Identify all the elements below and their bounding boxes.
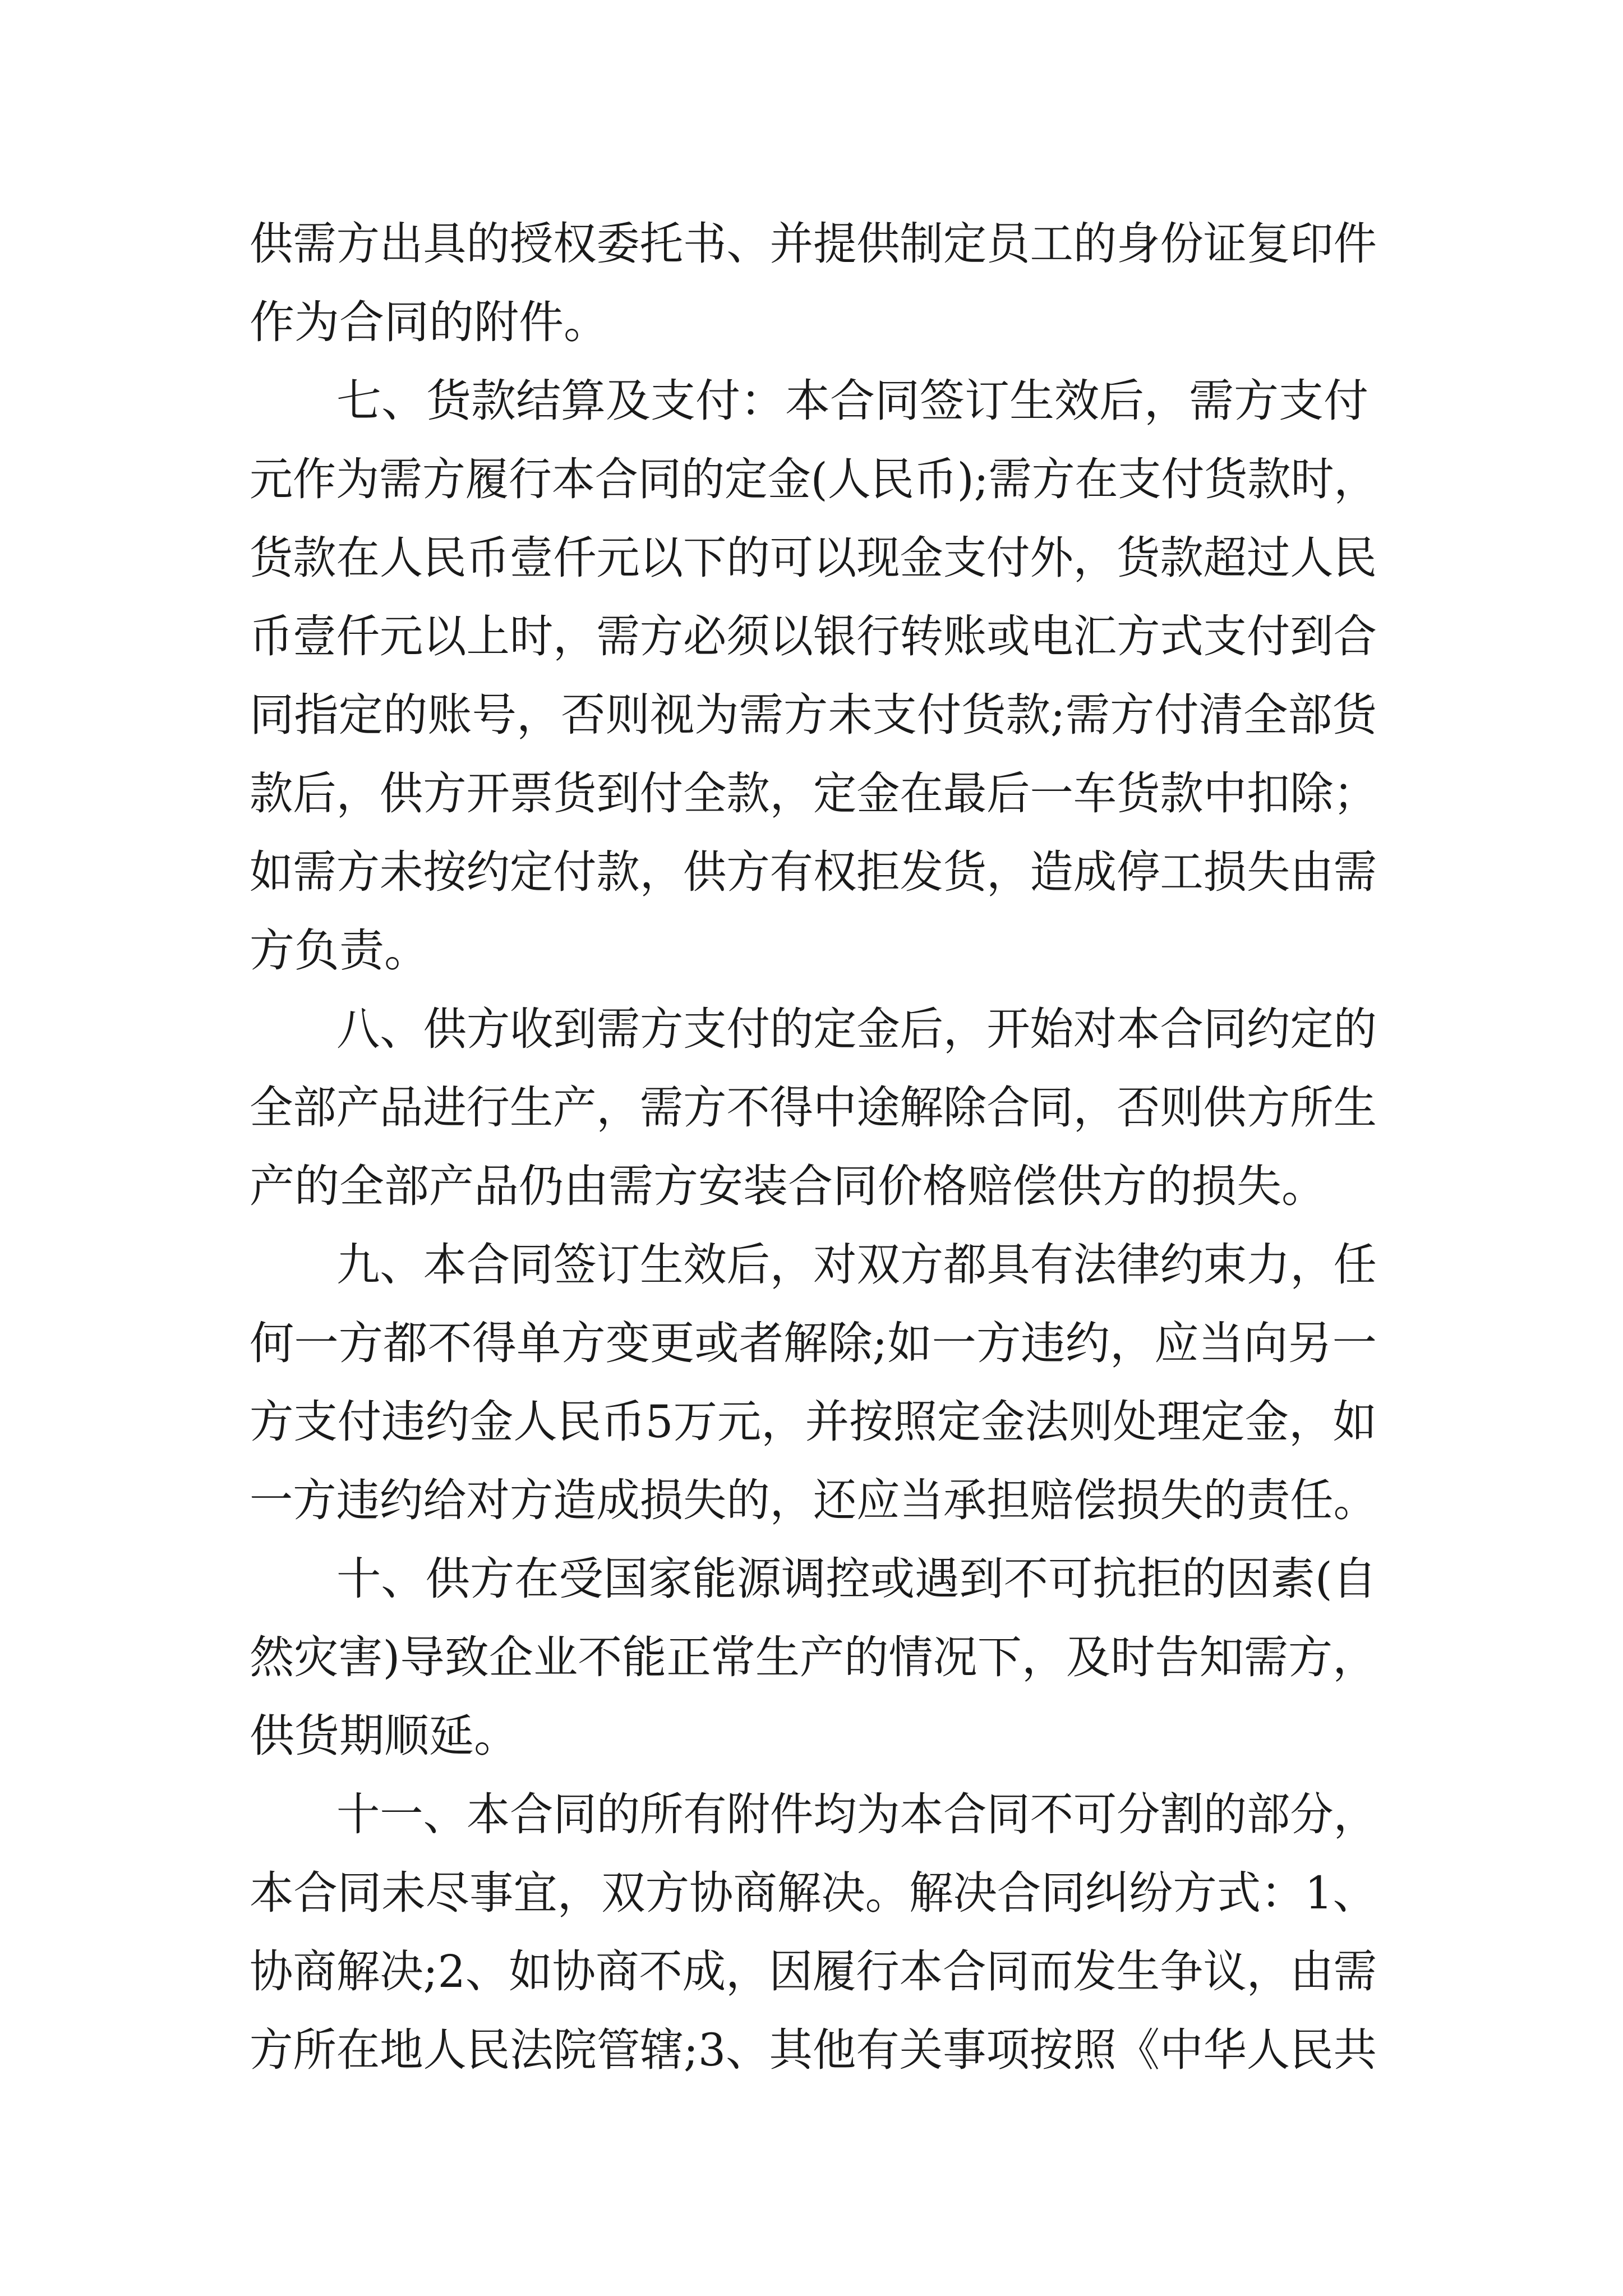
text-line: 协商解决;2、如协商不成，因履行本合同而发生争议，由需 — [250, 1945, 1377, 1998]
text-line: 元作为需方履行本合同的定金(人民币);需方在支付货款时， — [250, 453, 1377, 505]
text-line: 然灾害)导致企业不能正常生产的情况下，及时告知需方， — [250, 1631, 1377, 1683]
text-line: 同指定的账号，否则视为需方未支付货款;需方付清全部货 — [250, 689, 1377, 741]
text-line: 币壹仟元以上时，需方必须以银行转账或电汇方式支付到合 — [250, 610, 1377, 662]
text-line: 如需方未按约定付款，供方有权拒发货，造成停工损失由需 — [250, 846, 1377, 898]
clause-8-heading-line: 八、供方收到需方支付的定金后，开始对本合同约定的 — [336, 1003, 1377, 1055]
text-line: 货款在人民币壹仟元以下的可以现金支付外，货款超过人民 — [250, 532, 1377, 584]
clause-7-heading-line: 七、货款结算及支付：本合同签订生效后，需方支付 — [336, 375, 1368, 427]
text-line: 供需方出具的授权委托书、并提供制定员工的身份证复印件 — [250, 218, 1377, 270]
clause-11-heading-line: 十一、本合同的所有附件均为本合同不可分割的部分， — [336, 1788, 1377, 1841]
text-line: 何一方都不得单方变更或者解除;如一方违约，应当向另一 — [250, 1317, 1377, 1369]
text-line: 一方违约给对方造成损失的，还应当承担赔偿损失的责任。 — [250, 1474, 1377, 1526]
text-line: 全部产品进行生产，需方不得中途解除合同，否则供方所生 — [250, 1082, 1377, 1134]
text-line: 产的全部产品仍由需方安装合同价格赔偿供方的损失。 — [250, 1160, 1326, 1212]
text-line: 方负责。 — [250, 924, 429, 977]
text-line: 款后，供方开票货到付全款，定金在最后一车货款中扣除； — [250, 767, 1377, 820]
text-line: 方所在地人民法院管辖;3、其他有关事项按照《中华人民共 — [250, 2024, 1377, 2076]
clause-10-heading-line: 十、供方在受国家能源调控或遇到不可抗拒的因素(自 — [336, 1553, 1377, 1605]
text-line: 供货期顺延。 — [250, 1710, 519, 1762]
text-line: 作为合同的附件。 — [250, 296, 608, 348]
text-line: 方支付违约金人民币5万元，并按照定金法则处理定金，如 — [250, 1396, 1377, 1448]
text-line: 本合同未尽事宜，双方协商解决。解决合同纠纷方式：1、 — [250, 1867, 1377, 1919]
clause-9-heading-line: 九、本合同签订生效后，对双方都具有法律约束力，任 — [336, 1239, 1377, 1291]
